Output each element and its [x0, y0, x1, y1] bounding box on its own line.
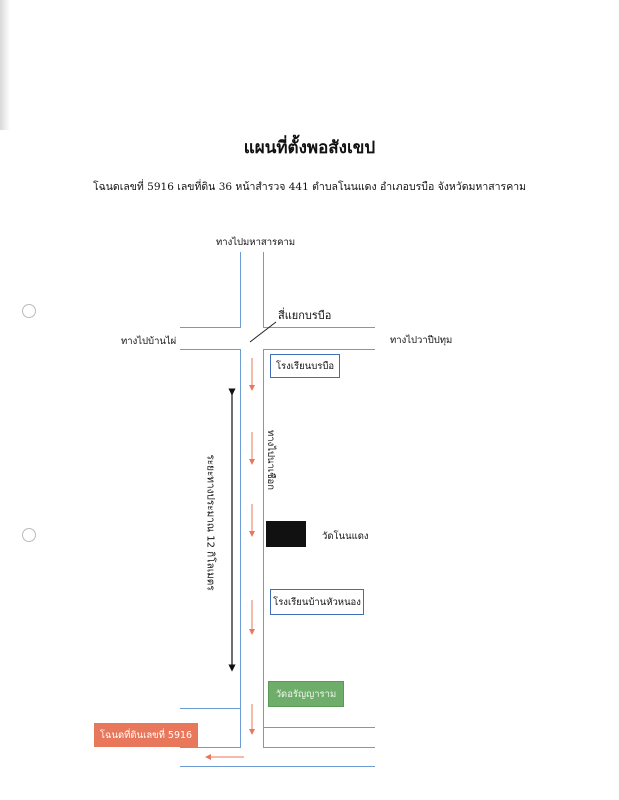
page-title: แผนที่ตั้งพอสังเขป	[243, 138, 376, 158]
landmark-non-daeng-temple: วัดโนนแดง	[322, 531, 369, 542]
label-distance: ระยะทางประมาณ 12 กิโลเมตร	[204, 454, 216, 591]
page-subtitle: โฉนดเลขที่ 5916 เลขที่ดิน 36 หน้าสำรวจ 441 ตำบลโนนแดง อำเภอบรบือ จังหวัดมหาสารคาม	[92, 181, 527, 193]
label-to-na-chueak: ทางไปนาเชือก	[265, 429, 276, 491]
landmark-ban-hua-nong-school: โรงเรียนบ้านหัวหนอง	[270, 589, 364, 615]
destination-land-title-5916: โฉนดที่ดินเลขที่ 5916	[94, 723, 198, 747]
intersection-pointer	[250, 322, 276, 342]
label-to-wapi-pathum: ทางไปวาปีปทุม	[390, 335, 453, 346]
direction-arrows	[208, 358, 252, 757]
label-to-mahasarakham: ทางไปมหาสารคาม	[216, 237, 296, 248]
landmark-borabue-school: โรงเรียนบรบือ	[270, 354, 340, 378]
label-borabue-intersection: สี่แยกบรบือ	[278, 309, 332, 322]
label-to-ban-phai: ทางไปบ้านไผ่	[121, 336, 177, 347]
landmark-aranyaram-temple: วัดอรัญญาราม	[268, 681, 344, 707]
